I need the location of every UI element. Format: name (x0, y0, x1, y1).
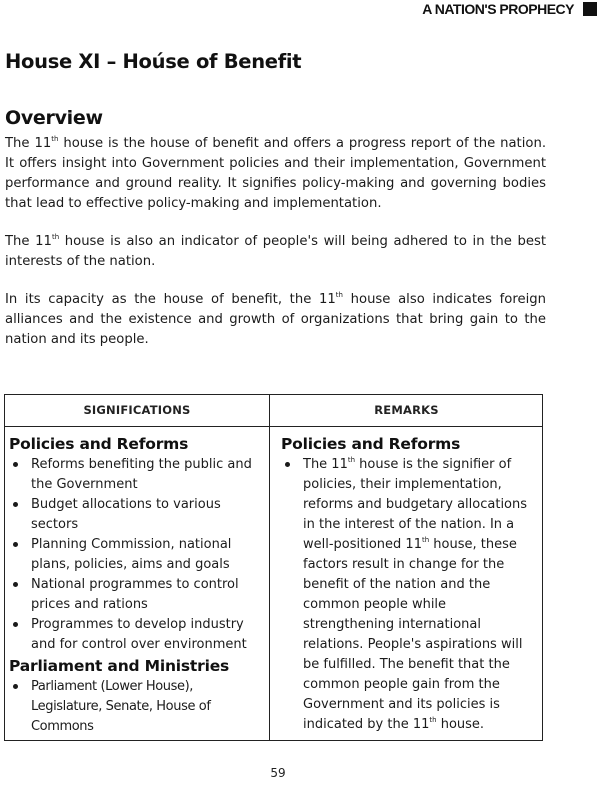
remarks-cell (281, 433, 537, 735)
running-header (422, 1, 597, 17)
overview-paragraph-3: In its capacity as the house of benefit, the 11th house also indicates foreign alliances and the existence and growth of organizations that bring gain to the nation and its people. (5, 291, 546, 347)
list-item: Planning Commission, national plans, policies, aims and goals (9, 535, 263, 575)
remarks-column-header: REMARKS (374, 403, 439, 417)
significations-cell (9, 433, 263, 737)
header-square-marker (583, 2, 597, 16)
significations-table (4, 394, 543, 741)
table-column-divider (269, 395, 270, 740)
list-item: Budget allocations to various sectors (9, 495, 263, 535)
overview-paragraph-2: The 11th house is also an indicator of people's will being adhered to in the best interests of the nation. (5, 233, 547, 269)
parliament-ministries-list (9, 677, 263, 737)
list-item: National programmes to control prices and rations (9, 575, 263, 615)
table-header-divider (5, 426, 542, 427)
remarks-policies-heading: Policies and Reforms (281, 435, 461, 453)
policies-reforms-list (9, 455, 263, 655)
parliament-ministries-heading: Parliament and Ministries (9, 657, 230, 675)
page-title: House XI – Hoúse of Benefit (5, 50, 302, 73)
overview-heading: Overview (5, 107, 103, 129)
remarks-text: The 11th house is the signifier of policies, their implementation, reforms and budgetary allocations in the interest of the nation. In a well-positioned 11th house, these factors result in change for the benefit of the nation and the common people while strengthening international relations. People's aspirations will be fulfilled. The benefit that the common people gain from the Government and its policies is indicated by the 11th house. (281, 455, 537, 735)
list-item: Parliament (Lower House), Legislature, Senate, House of Commons (9, 677, 263, 737)
overview-paragraph-1: The 11th house is the house of benefit and offers a progress report of the nation. It offers insight into Government policies and their implementation, Government performance and ground reality. It signifies policy-making and governing bodies that lead to effective policy-making and implementation. (5, 135, 547, 211)
page-number: 59 (270, 766, 286, 780)
list-item: Programmes to develop industry and for control over environment (9, 615, 263, 655)
policies-reforms-heading: Policies and Reforms (9, 435, 189, 453)
running-header-text: A NATION'S PROPHECY (422, 1, 574, 17)
significations-column-header: SIGNIFICATIONS (83, 403, 191, 417)
list-item: Reforms benefiting the public and the Government (9, 455, 263, 495)
